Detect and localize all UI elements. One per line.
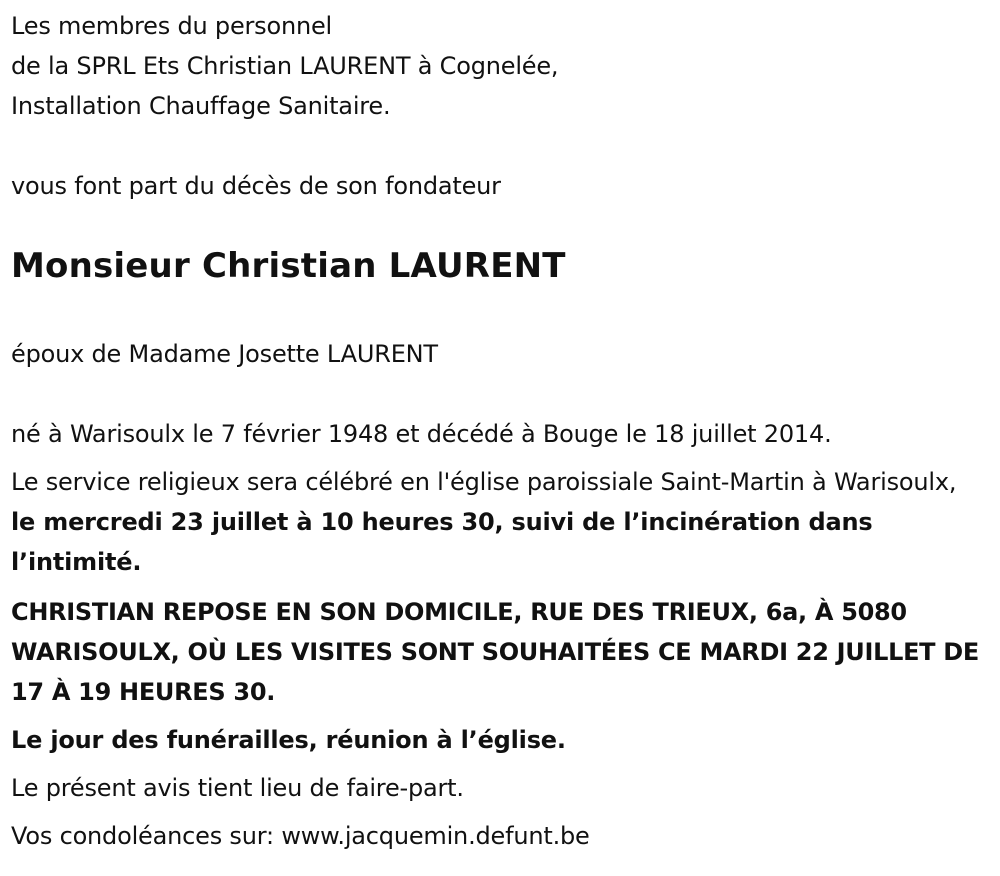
spouse-line: époux de Madame Josette LAURENT	[11, 340, 438, 368]
service-details: le mercredi 23 juillet à 10 heures 30, suivi de l’incinération dans l’intimité.	[11, 508, 873, 576]
condolences-line	[11, 816, 986, 856]
intro-line-3: Installation Chauffage Sanitaire.	[11, 92, 391, 120]
intro-line-2: de la SPRL Ets Christian LAURENT à Cognelée,	[11, 52, 559, 80]
obituary-notice	[11, 6, 986, 856]
funeral-day-line: Le jour des funérailles, réunion à l’église.	[11, 726, 566, 754]
notice-statement: Le présent avis tient lieu de faire-part.	[11, 774, 464, 802]
service-paragraph	[11, 462, 986, 582]
condolences-link[interactable]: www.jacquemin.defunt.be	[281, 822, 590, 850]
announcement: vous font part du décès de son fondateur	[11, 172, 501, 200]
repose-paragraph: CHRISTIAN REPOSE EN SON DOMICILE, RUE DES TRIEUX, 6a, À 5080 WARISOULX, OÙ LES VISITES SONT SOUHAITÉES CE MARDI 22 JUILLET DE 17 À 19 HEURES 30.	[11, 598, 980, 706]
birth-death-line: né à Warisoulx le 7 février 1948 et décédé à Bouge le 18 juillet 2014.	[11, 420, 832, 448]
intro-line-1: Les membres du personnel	[11, 12, 333, 40]
service-intro: Le service religieux sera célébré en l'église paroissiale Saint-Martin à Warisoulx,	[11, 468, 957, 496]
deceased-name: Monsieur Christian LAURENT	[11, 246, 566, 286]
condolences-label: Vos condoléances sur:	[11, 822, 282, 850]
